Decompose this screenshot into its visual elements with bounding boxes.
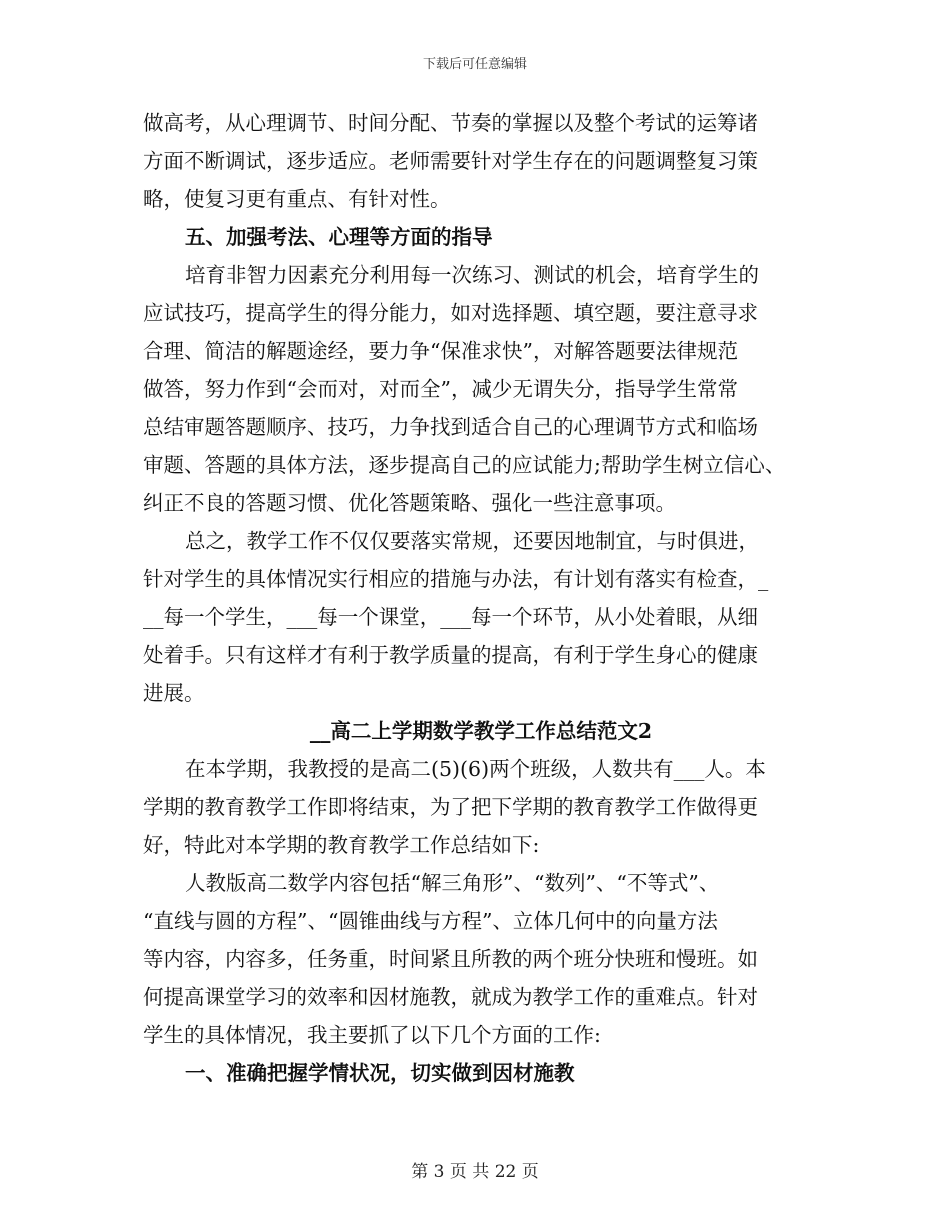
paragraph-first-line: 人教版高二数学内容包括“解三角形”、“数列”、“不等式”、 <box>185 871 720 895</box>
paragraph-first-line: 在本学期，我教授的是高二(5)(6)两个班级，人数共有___人。本 <box>185 757 766 781</box>
page-number: 第 3 页 共 22 页 <box>411 1162 539 1182</box>
page-header: 下载后可任意编辑 <box>422 57 527 72</box>
text-line: 合理、简洁的解题途经，要力争“保准求快”，对解答题要法律规范 <box>143 339 738 363</box>
section-heading: 一、准确把握学情状况，切实做到因材施教 <box>185 1061 575 1085</box>
text-line: 方面不断调试，逐步适应。老师需要针对学生存在的问题调整复习策 <box>143 149 758 173</box>
text-line: 何提高课堂学习的效率和因材施教，就成为教学工作的重难点。针对 <box>143 985 758 1009</box>
text-line: 总结审题答题顺序、技巧，力争找到适合自己的心理调节方式和临场 <box>143 415 758 439</box>
document-body <box>143 104 819 1092</box>
article-title: __高二上学期数学教学工作总结范文2 <box>309 719 653 743</box>
text-line: “直线与圆的方程”、“圆锥曲线与方程”、立体几何中的向量方法 <box>143 909 718 933</box>
text-line: 等内容，内容多，任务重，时间紧且所教的两个班分快班和慢班。如 <box>143 947 758 971</box>
text-line: 做高考，从心理调节、时间分配、节奏的掌握以及整个考试的运筹诸 <box>143 111 758 135</box>
text-line: 处着手。只有这样才有利于教学质量的提高，有利于学生身心的健康 <box>143 643 758 667</box>
paragraph-first-line: 培育非智力因素充分利用每一次练习、测试的机会，培育学生的 <box>185 263 759 287</box>
text-line: 针对学生的具体情况实行相应的措施与办法，有计划有落实有检查，_ <box>143 567 769 591</box>
text-line: 审题、答题的具体方法，逐步提高自己的应试能力;帮助学生树立信心、 <box>143 453 786 477</box>
text-line: 应试技巧，提高学生的得分能力，如对选择题、填空题，要注意寻求 <box>143 301 758 325</box>
text-line: 学期的教育教学工作即将结束，为了把下学期的教育教学工作做得更 <box>143 795 758 819</box>
text-line: 纠正不良的答题习惯、优化答题策略、强化一些注意事项。 <box>143 491 676 515</box>
text-line: __每一个学生，___每一个课堂，___每一个环节，从小处着眼，从细 <box>143 605 758 629</box>
text-line: 进展。 <box>143 681 205 705</box>
text-line: 做答，努力作到“会而对，对而全”，减少无谓失分，指导学生常常 <box>143 377 738 401</box>
section-heading: 五、加强考法、心理等方面的指导 <box>185 225 493 249</box>
text-line: 好，特此对本学期的教育教学工作总结如下: <box>143 833 540 857</box>
text-line: 略，使复习更有重点、有针对性。 <box>143 187 451 211</box>
paragraph-first-line: 总之，教学工作不仅仅要落实常规，还要因地制宜，与时俱进， <box>185 529 759 553</box>
text-line: 学生的具体情况，我主要抓了以下几个方面的工作: <box>143 1023 601 1047</box>
